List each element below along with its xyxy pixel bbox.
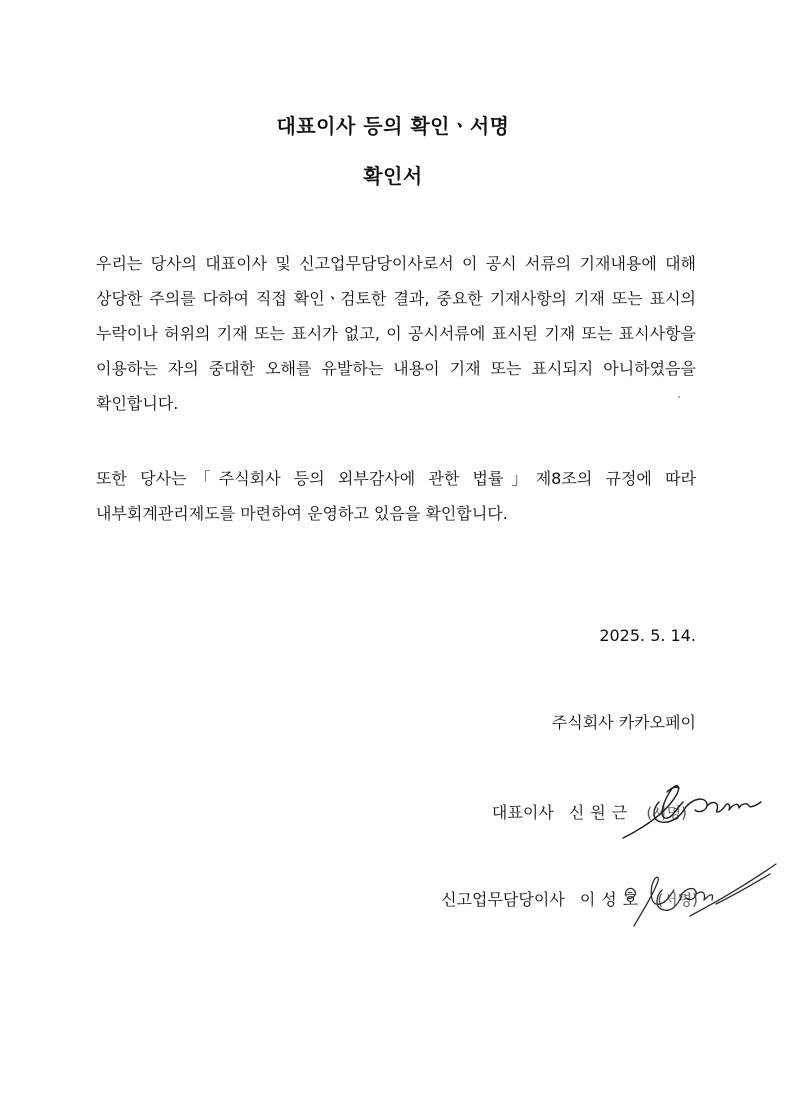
signer-role: 신고업무담당이사 [441, 890, 565, 909]
signature-mark: (서명) [646, 804, 687, 822]
signer-name: 이성호 [579, 890, 645, 909]
signer-ceo [492, 800, 687, 823]
document-date: 2025. 5. 14. [599, 626, 696, 645]
confirmation-paragraph: 우리는 당사의 대표이사 및 신고업무담당이사로서 이 공시 서류의 기재내용에 대해 상당한 주의를 다하여 직접 확인ㆍ검토한 결과, 중요한 기재사항의 기재 또는 표시의 누락이나 허위의 기재 또는 표시가 없고, 이 공시서류에 표시된 기재 또는 표시사항을 이용하는 자의 중대한 오해를 유발하는 내용이 기재 또는 표시되지 아니하였음을 확인합니다. [96, 254, 696, 413]
document-subtitle: 확인서 [363, 164, 423, 188]
signer-disclosure-officer [441, 887, 698, 910]
signer-name: 신원근 [568, 803, 634, 822]
document-title: 대표이사 등의 확인ㆍ서명 [276, 114, 510, 138]
signature-mark: (서명) [657, 891, 698, 909]
company-name: 주식회사 카카오페이 [551, 713, 696, 732]
internal-control-paragraph: 또한 당사는「주식회사 등의 외부감사에 관한 법률」제8조의 규정에 따라 내부회계관리제도를 마련하여 운영하고 있음을 확인합니다. [96, 469, 696, 523]
scan-speck [678, 396, 680, 398]
signer-role: 대표이사 [491, 803, 554, 822]
